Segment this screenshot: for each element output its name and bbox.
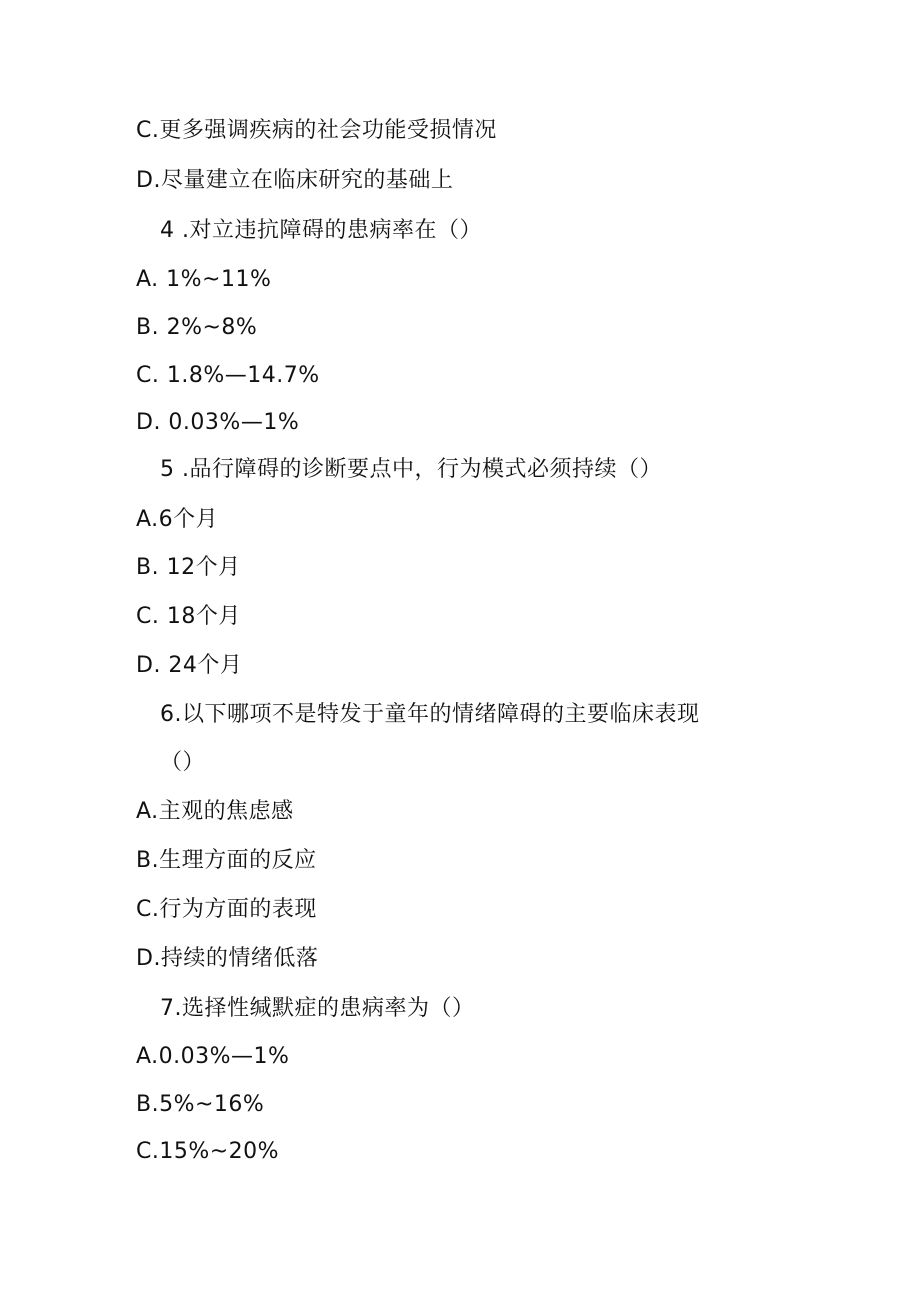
question-5: 5 .品行障碍的诊断要点中，行为模式必须持续（） (160, 457, 662, 482)
option-b-q7: B.5%~16% (136, 1092, 265, 1117)
option-d-q5: D. 24个月 (136, 653, 243, 678)
option-b-q5: B. 12个月 (136, 555, 241, 580)
option-d-q6: D.持续的情绪低落 (136, 946, 319, 971)
option-c-q4: C. 1.8%—14.7% (136, 363, 320, 388)
option-a-q7: A.0.03%—1% (136, 1044, 290, 1069)
option-b-q4: B. 2%~8% (136, 315, 258, 340)
option-a-q5: A.6个月 (136, 507, 219, 532)
option-b-q6: B.生理方面的反应 (136, 848, 317, 873)
question-6: 6.以下哪项不是特发于童年的情绪障碍的主要临床表现 (160, 702, 700, 727)
question-7: 7.选择性缄默症的患病率为（） (160, 996, 475, 1021)
option-c-q5: C. 18个月 (136, 604, 241, 629)
option-d-q4: D. 0.03%—1% (136, 410, 300, 435)
question-4: 4 .对立违抗障碍的患病率在（） (160, 218, 482, 243)
option-a-q6: A.主观的焦虑感 (136, 799, 294, 824)
option-c-q6: C.行为方面的表现 (136, 897, 317, 922)
option-c-q3: C.更多强调疾病的社会功能受损情况 (136, 118, 497, 143)
option-d-q3: D.尽量建立在临床研究的基础上 (136, 168, 454, 193)
option-c-q7: C.15%~20% (136, 1139, 280, 1164)
option-a-q4: A. 1%~11% (136, 267, 272, 292)
question-6-paren: （） (160, 750, 206, 775)
